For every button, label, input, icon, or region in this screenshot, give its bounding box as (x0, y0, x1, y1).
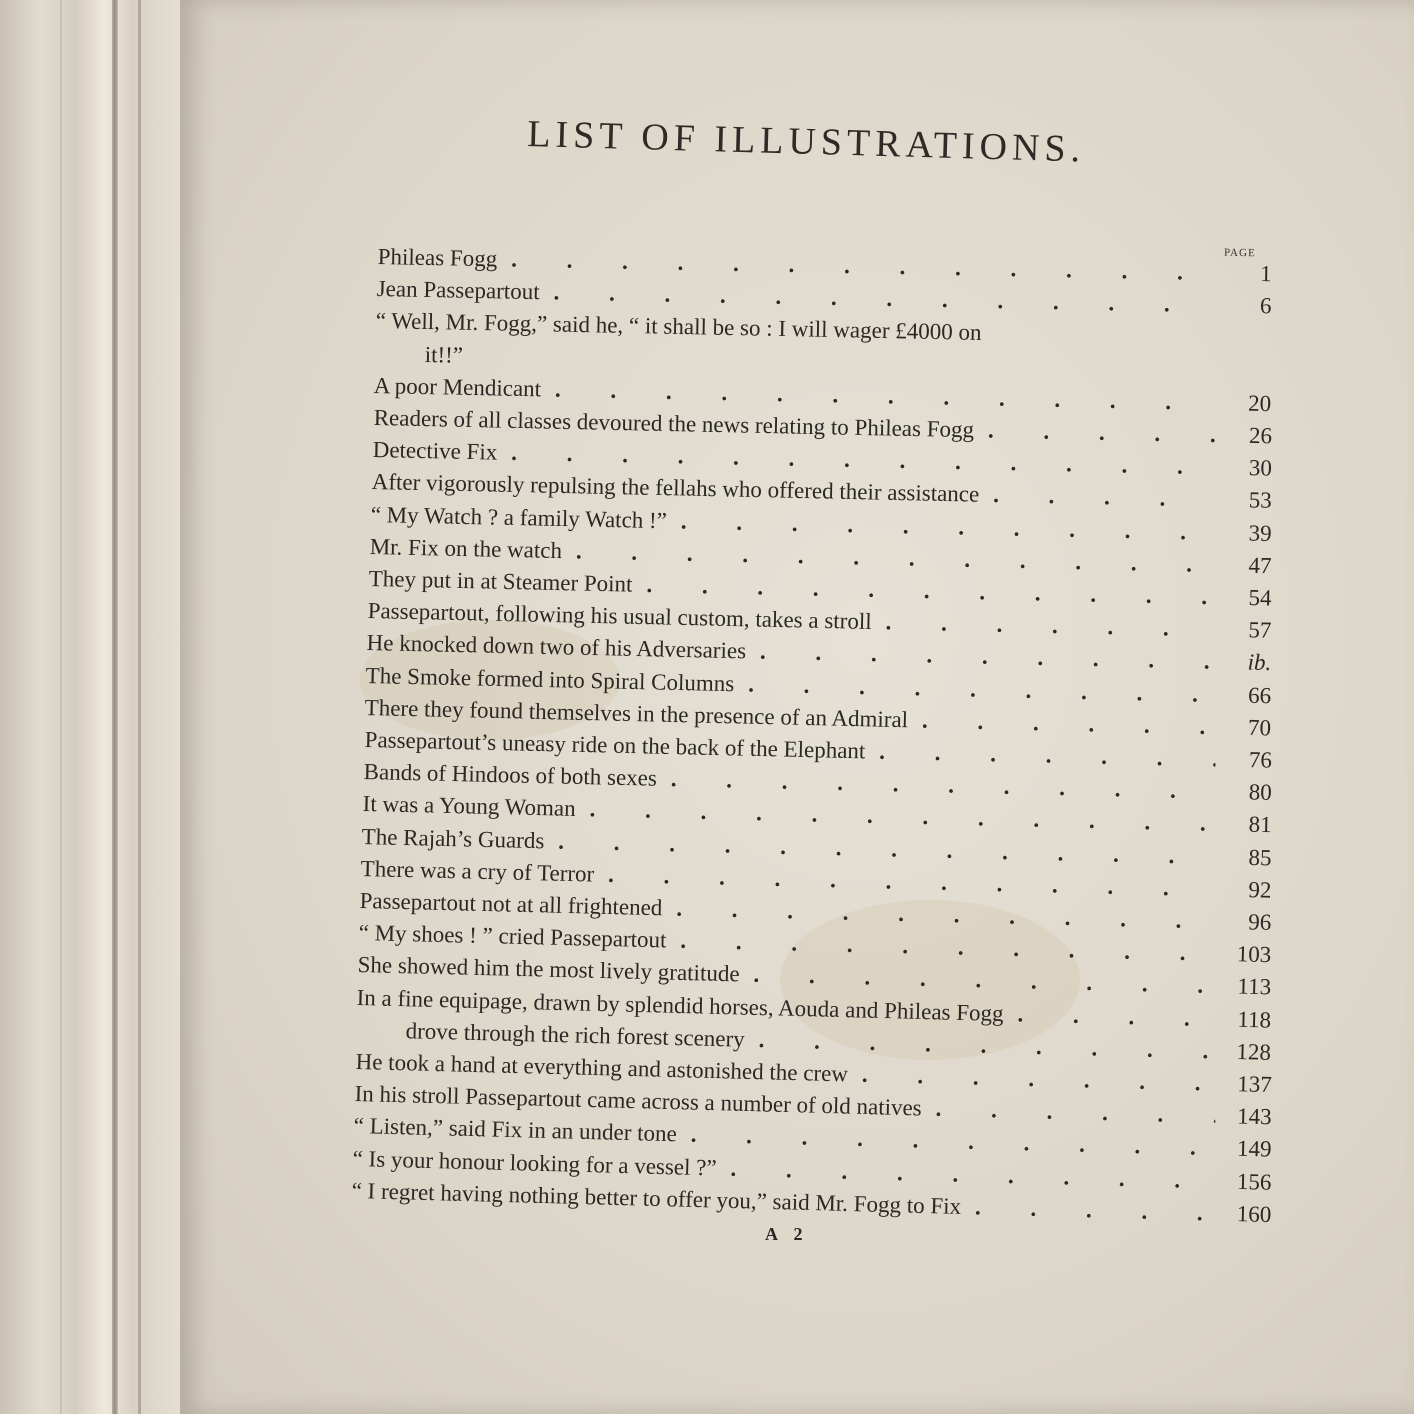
illustration-page-number (1215, 377, 1271, 378)
page-title: LIST OF ILLUSTRATIONS. (526, 112, 1086, 171)
illustration-caption: There they found themselves in the presence of an Admiral (364, 694, 909, 733)
illustration-caption: “ My shoes ! ” cried Passepartout (358, 920, 667, 953)
illustration-caption: Jean Passepartout (376, 276, 540, 305)
illustration-page-number: 80 (1248, 779, 1272, 806)
dot-leader (979, 482, 1216, 513)
illustration-page-number: 39 (1248, 520, 1272, 546)
illustration-caption: Mr. Fix on the watch (369, 533, 563, 563)
illustration-page-number: 1 (1259, 260, 1272, 287)
illustration-caption: A poor Mendicant (373, 372, 542, 402)
dot-leader (871, 609, 1215, 643)
dot-leader (961, 1194, 1216, 1227)
illustration-caption: Phileas Fogg (377, 244, 498, 272)
illustration-page-number: 81 (1248, 812, 1272, 838)
illustration-page-number: 85 (1248, 844, 1272, 871)
illustration-caption: The Rajah’s Guards (361, 823, 545, 853)
illustration-caption: Readers of all classes devoured the news relating to Phileas Fogg (373, 405, 974, 443)
illustration-page-number: 30 (1248, 455, 1272, 481)
illustration-page-number: 118 (1237, 1006, 1272, 1033)
illustration-caption: it!!” (424, 341, 464, 368)
illustration-caption: After vigorously repulsing the fellahs who offered their assistance (371, 469, 980, 508)
dot-leader (463, 362, 1215, 377)
illustration-page-number: 92 (1248, 876, 1272, 903)
illustration-caption: Passepartout, following his usual custom, takes a stroll (367, 598, 873, 635)
illustration-page-number: 103 (1236, 941, 1272, 968)
illustration-page-number: 137 (1236, 1071, 1272, 1098)
dot-leader (1004, 1001, 1216, 1032)
illustration-page-number: 6 (1259, 293, 1272, 319)
illustration-caption: It was a Young Woman (362, 791, 576, 822)
illustration-page-number: 143 (1236, 1103, 1272, 1130)
illustration-caption: She showed him the most lively gratitude (357, 952, 741, 987)
illustration-page-number: 149 (1236, 1136, 1272, 1162)
illustration-caption: “ My Watch ? a family Watch !” (370, 501, 667, 533)
illustration-page-number: 54 (1248, 585, 1272, 611)
folio-signature: A 2 (765, 1224, 809, 1244)
illustration-page-number: 96 (1248, 909, 1272, 935)
illustration-page-number: 66 (1248, 682, 1272, 708)
illustration-page-number: 156 (1236, 1168, 1272, 1195)
dot-leader (982, 340, 1216, 345)
illustration-caption: He took a hand at everything and astonished the crew (354, 1049, 848, 1087)
dot-leader (921, 1096, 1216, 1129)
illustration-caption: “ Is your honour looking for a vessel ?” (352, 1145, 717, 1181)
illustration-caption: Bands of Hindoos of both sexes (363, 759, 657, 791)
illustration-caption: They put in at Steamer Point (368, 566, 633, 597)
illustration-caption: Passepartout not at all frightened (359, 888, 663, 921)
illustration-caption: “ I regret having nothing better to offer you,” said Mr. Fogg to Fix (351, 1177, 962, 1219)
illustration-page-number: 53 (1248, 487, 1272, 514)
illustration-page-number: 26 (1248, 422, 1272, 449)
illustration-caption: Detective Fix (372, 437, 498, 465)
illustration-page-number: 128 (1236, 1038, 1272, 1065)
illustration-caption: “ Listen,” said Fix in an under tone (353, 1113, 677, 1147)
dot-leader (865, 738, 1216, 772)
dot-leader (973, 417, 1216, 448)
illustration-caption: drove through the rich forest scenery (405, 1018, 746, 1052)
illustration-caption: In a fine equipage, drawn by splendid horses, Aouda and Phileas Fogg (356, 984, 1005, 1026)
illustration-caption: There was a cry of Terror (360, 855, 595, 887)
illustration-page-number: 47 (1248, 552, 1272, 579)
illustration-page-number: 160 (1236, 1200, 1272, 1227)
illustration-caption: Passepartout’s uneasy ride on the back of the Elephant (363, 727, 866, 764)
illustration-caption: “ Well, Mr. Fogg,” said he, “ it shall be so : I will wager £4000 on (375, 308, 982, 346)
illustration-caption: He knocked down two of his Adversaries (366, 630, 747, 664)
illustration-page-number: 57 (1248, 617, 1272, 643)
illustration-page-number: 20 (1248, 390, 1272, 416)
illustration-page-number: 70 (1248, 714, 1272, 741)
illustration-caption: In his stroll Passepartout came across a number of old natives (354, 1081, 922, 1121)
illustration-page-number: 76 (1248, 747, 1272, 773)
illustration-page-number (1215, 345, 1271, 346)
illustration-page-number: ib. (1247, 649, 1272, 676)
page-column-label: PAGE (1223, 246, 1256, 260)
illustration-page-number: 113 (1237, 973, 1272, 1000)
illustration-caption: The Smoke formed into Spiral Columns (365, 662, 735, 696)
dot-leader (908, 707, 1216, 740)
